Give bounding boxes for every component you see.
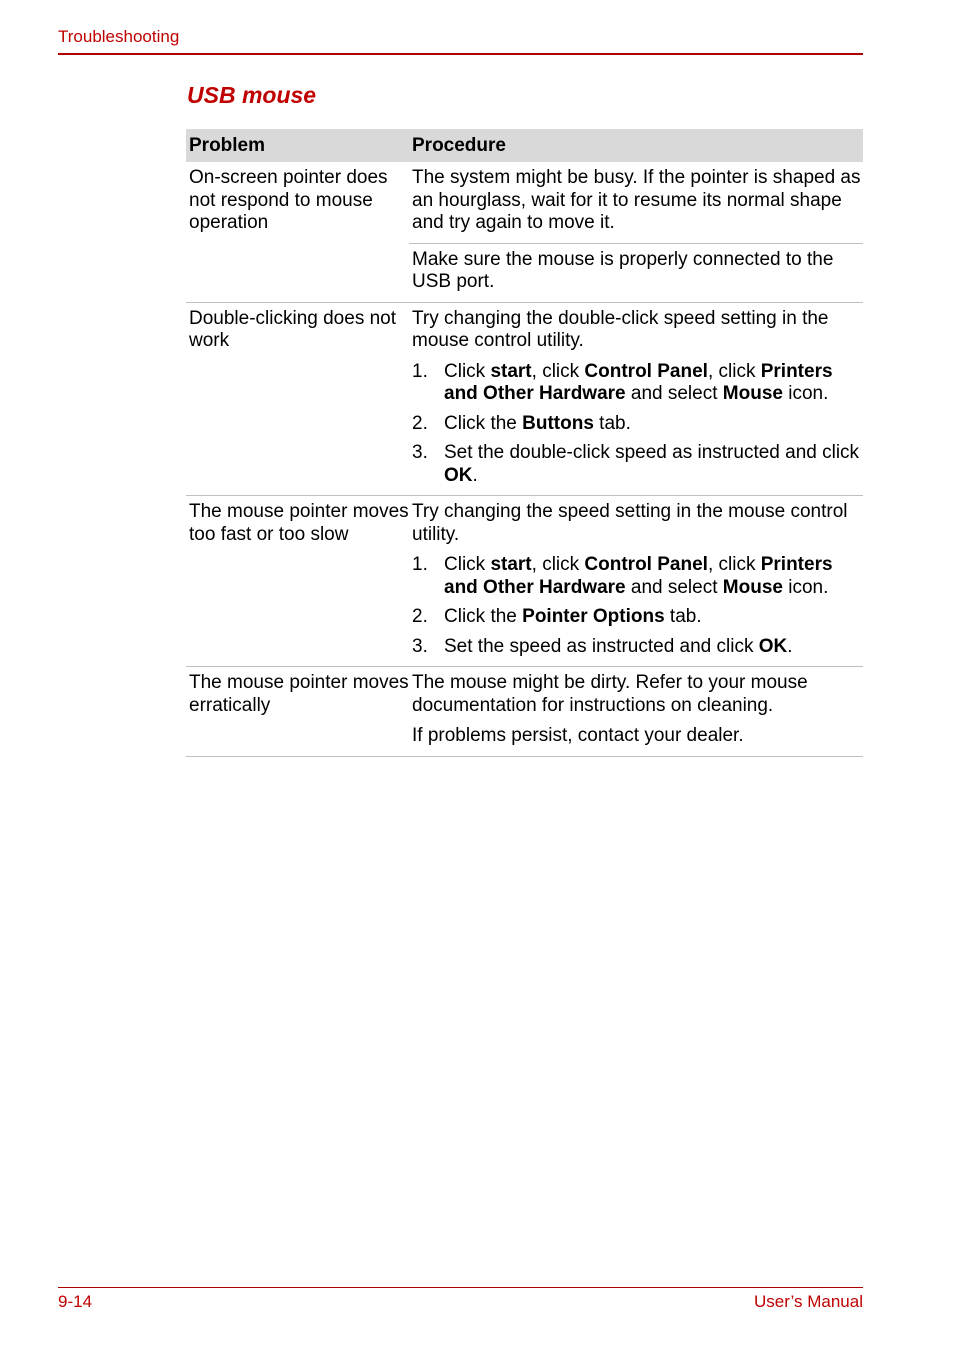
step-bold-text: start bbox=[490, 360, 532, 382]
procedure-text: The mouse might be dirty. Refer to your mouse documentation for instructions on cleaning. bbox=[412, 672, 808, 716]
procedure-text: The system might be busy. If the pointer is shaped as an hourglass, wait for it to resume its normal shape and try again to move it. bbox=[412, 167, 861, 233]
step-bold-text: Mouse bbox=[722, 383, 783, 404]
step-text: . bbox=[472, 464, 478, 486]
step-text: tab. bbox=[593, 412, 631, 434]
problem-cell: The mouse pointer moves erratically bbox=[186, 667, 409, 757]
running-header: Troubleshooting bbox=[58, 27, 180, 46]
step-text: and select bbox=[625, 576, 723, 598]
step-text: , click bbox=[707, 360, 761, 382]
procedure-intro: Try changing the double-click speed setting in the mouse control utility. bbox=[412, 307, 829, 351]
step-text: Set the double-click speed as instructed and click bbox=[444, 442, 860, 463]
step-number: 2. bbox=[412, 606, 428, 627]
step-bold-text: Pointer Options bbox=[522, 606, 665, 627]
step-number: 1. bbox=[412, 360, 428, 382]
step-text: tab. bbox=[664, 606, 702, 627]
step-item bbox=[412, 413, 863, 436]
step-number: 3. bbox=[412, 442, 428, 463]
step-bold-text: Control Panel bbox=[584, 360, 708, 382]
step-text: , click bbox=[531, 554, 585, 575]
step-text: Set the speed as instructed and click bbox=[444, 635, 759, 657]
step-item bbox=[412, 361, 863, 406]
step-bold-text: Printers and Other Hardware bbox=[444, 554, 833, 598]
step-text: Click bbox=[444, 360, 491, 382]
step-bold-text: Mouse bbox=[722, 576, 783, 598]
step-text: Click the bbox=[444, 606, 523, 627]
column-header-procedure: Procedure bbox=[409, 129, 863, 162]
procedure-cell bbox=[409, 162, 863, 243]
header-rule bbox=[58, 53, 863, 55]
step-number: 3. bbox=[412, 635, 428, 657]
step-number: 2. bbox=[412, 412, 428, 434]
table-row bbox=[186, 496, 863, 667]
step-bold-text: Control Panel bbox=[584, 554, 708, 575]
problem-cell: On-screen pointer does not respond to mouse operation bbox=[186, 162, 409, 302]
procedure-text: If problems persist, contact your dealer. bbox=[412, 725, 744, 746]
column-header-problem: Problem bbox=[186, 129, 409, 162]
procedure-cell bbox=[409, 302, 863, 496]
step-bold-text: start bbox=[490, 554, 532, 575]
table-row bbox=[186, 162, 863, 243]
page-number: 9-14 bbox=[58, 1292, 93, 1311]
procedure-cell bbox=[409, 243, 863, 302]
step-item bbox=[412, 606, 863, 629]
step-text: icon. bbox=[782, 576, 829, 598]
procedure-cell bbox=[409, 667, 863, 757]
step-bold-text: Printers and Other Hardware bbox=[444, 360, 833, 404]
step-item bbox=[412, 636, 863, 659]
step-text: . bbox=[787, 635, 793, 657]
procedure-steps bbox=[412, 554, 863, 658]
table-header-row bbox=[186, 129, 863, 162]
step-text: Click the bbox=[444, 412, 523, 434]
step-text: , click bbox=[707, 554, 761, 575]
manual-name: User’s Manual bbox=[754, 1292, 863, 1311]
problem-cell: Double-clicking does not work bbox=[186, 302, 409, 496]
table-row bbox=[186, 302, 863, 496]
step-number: 1. bbox=[412, 554, 428, 575]
step-bold-text: OK bbox=[758, 635, 788, 657]
table-row bbox=[186, 667, 863, 757]
procedure-steps bbox=[412, 361, 863, 488]
procedure-text: Make sure the mouse is properly connected to the USB port. bbox=[412, 248, 834, 292]
step-text: Click bbox=[444, 554, 491, 575]
footer-rule bbox=[58, 1287, 863, 1288]
section-title: USB mouse bbox=[187, 82, 317, 108]
procedure-intro: Try changing the speed setting in the mouse control utility. bbox=[412, 501, 848, 545]
step-text: and select bbox=[625, 383, 723, 404]
step-bold-text: OK bbox=[444, 464, 473, 486]
procedure-cell bbox=[409, 496, 863, 667]
step-bold-text: Buttons bbox=[522, 412, 594, 434]
step-text: , click bbox=[531, 360, 585, 382]
troubleshooting-table bbox=[186, 129, 863, 757]
step-text: icon. bbox=[782, 383, 829, 404]
problem-cell: The mouse pointer moves too fast or too slow bbox=[186, 496, 409, 667]
step-item bbox=[412, 554, 863, 599]
step-item bbox=[412, 442, 863, 487]
